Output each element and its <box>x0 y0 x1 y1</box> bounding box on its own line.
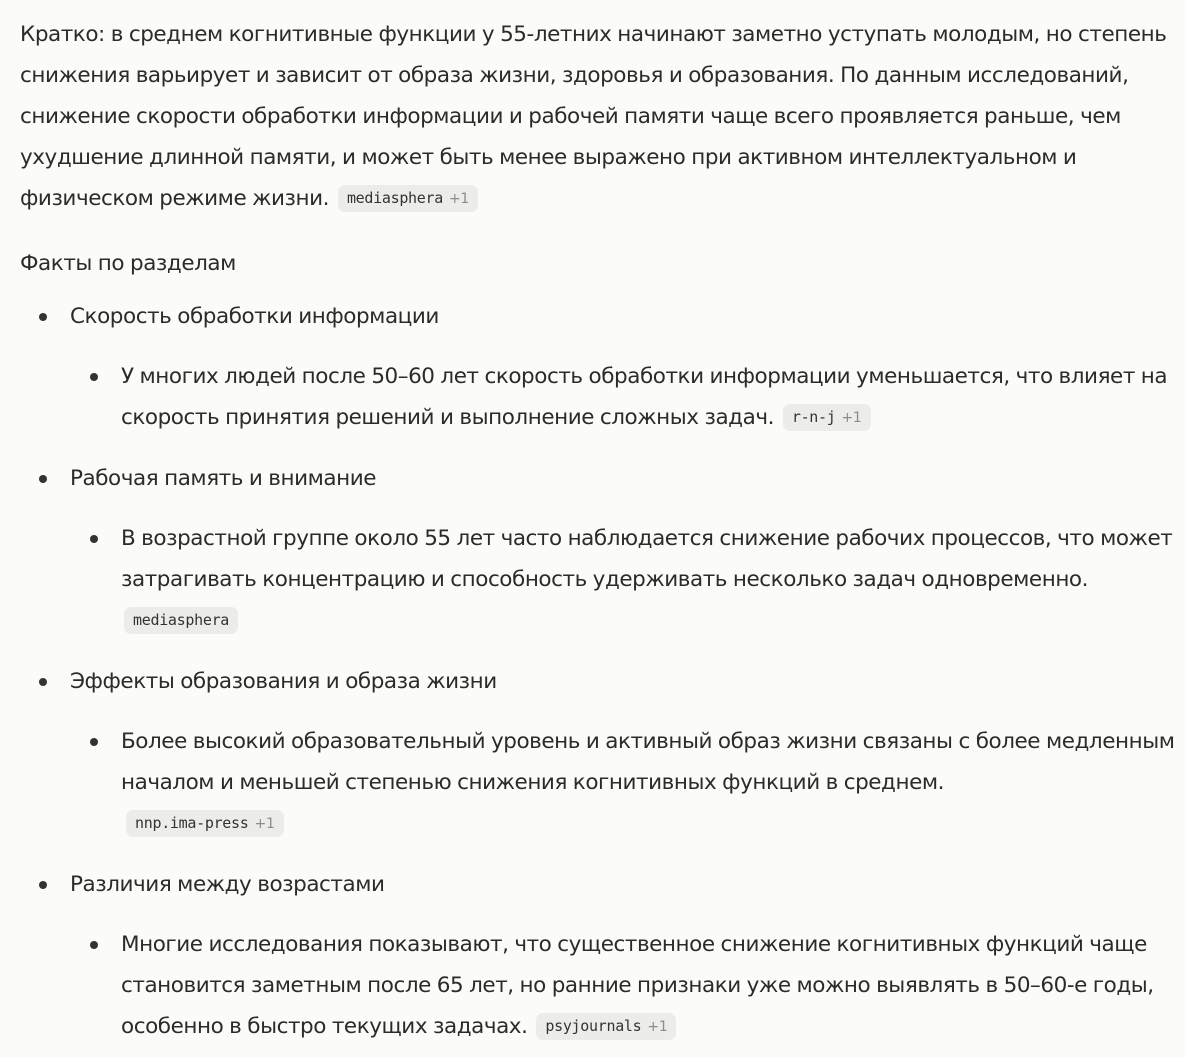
fact-sublist <box>70 518 1180 641</box>
bullet-dot <box>39 313 47 321</box>
facts-list <box>20 296 1180 1047</box>
fact-point-text: В возрастной группе около 55 лет часто наблюдается снижение рабочих процессов, что может затрагивать концентрацию и способность удерживать несколько задач одновременно. <box>121 526 1173 592</box>
citation-source: mediasphera <box>346 189 443 207</box>
citation-extra-count: +1 <box>448 191 470 207</box>
fact-sublist <box>70 356 1180 438</box>
bullet-dot <box>90 535 98 543</box>
fact-point <box>70 721 1180 844</box>
bullet-dot <box>90 373 98 381</box>
fact-point <box>70 924 1180 1047</box>
citation-extra-count: +1 <box>647 1019 668 1035</box>
section-heading: Факты по разделам <box>20 251 236 276</box>
bullet-dot <box>90 941 98 949</box>
citation-chip[interactable] <box>338 185 478 212</box>
bullet-dot <box>39 881 47 889</box>
fact-section <box>20 661 1180 844</box>
fact-sublist <box>70 924 1180 1047</box>
bullet-dot <box>90 738 98 746</box>
citation-source: nnp.ima-press <box>135 814 249 832</box>
citation-chip[interactable] <box>124 607 238 634</box>
citation-chip[interactable] <box>126 810 284 837</box>
fact-section-title: Рабочая память и внимание <box>70 466 377 491</box>
citation-source: mediasphera <box>133 611 230 629</box>
fact-section-title: Различия между возрастами <box>70 872 385 897</box>
fact-point-text: Многие исследования показывают, что существенное снижение когнитивных функций чаще становится заметным после 65 лет, но ранние признаки уже можно выявлять в 50–60-е годы, особенно в быстро текущих задачах. <box>121 932 1154 1039</box>
bullet-dot <box>39 678 47 686</box>
citation-chip[interactable] <box>783 404 871 431</box>
citation-extra-count: +1 <box>841 410 862 426</box>
summary-text: Кратко: в среднем когнитивные функции у 55-летних начинают заметно уступать молодым, но степень снижения варьирует и зависит от образа жизни, здоровья и образования. По данным исследований, снижение скорости обработки информации и рабочей памяти чаще всего проявляется раньше, чем ухудшение длинной памяти, и может быть менее выражено при активном интеллектуальном и физическом режиме жизни. <box>20 22 1167 211</box>
bullet-dot <box>39 475 47 483</box>
fact-sublist <box>70 721 1180 844</box>
fact-point-text: У многих людей после 50–60 лет скорость обработки информации уменьшается, что влияет на скорость принятия решений и выполнение сложных задач. <box>121 364 1168 430</box>
citation-extra-count: +1 <box>254 816 275 832</box>
fact-section-title: Скорость обработки информации <box>70 304 439 329</box>
summary-paragraph <box>20 14 1180 219</box>
citation-source: r-n-j <box>791 408 836 426</box>
fact-section-title: Эффекты образования и образа жизни <box>70 669 497 694</box>
fact-point <box>70 518 1180 641</box>
fact-point-text: Более высокий образовательный уровень и активный образ жизни связаны с более медленным началом и меньшей степенью снижения когнитивных функций в среднем. <box>121 729 1175 795</box>
fact-point <box>70 356 1180 438</box>
citation-source: psyjournals <box>545 1017 642 1035</box>
fact-section <box>20 864 1180 1047</box>
citation-chip[interactable] <box>536 1013 676 1040</box>
fact-section <box>20 458 1180 641</box>
fact-section <box>20 296 1180 438</box>
